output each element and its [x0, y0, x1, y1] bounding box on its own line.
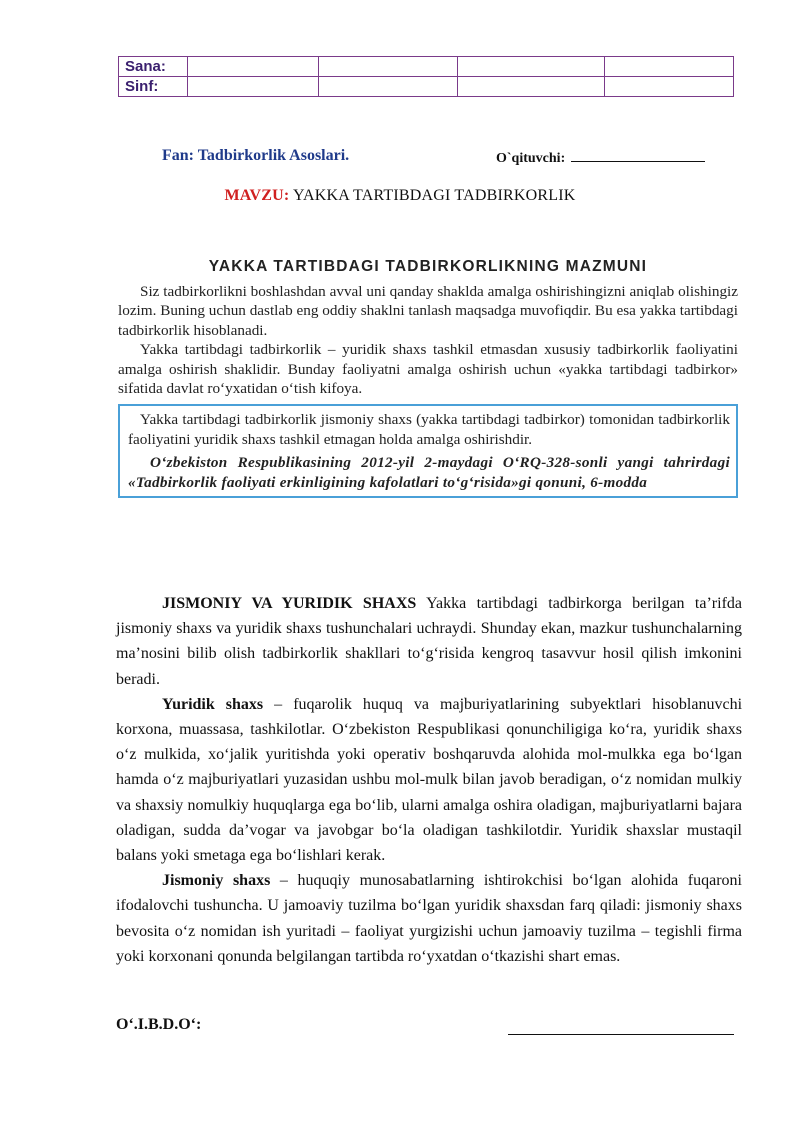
date-label: Sana:	[119, 57, 188, 77]
definition-box	[118, 404, 738, 498]
excerpt-paragraph: Yakka tartibdagi tadbirkorlik – yuridik shaxs tashkil etmasdan xususiy tadbirkorlik faoliyatini amalga oshirish shaklidir. Bunday faoliyatni amalga oshirish uchun «yakka tartibdagi tadbirkor» sifatida davlat ro‘yxatidan o‘tish kifoya.	[118, 341, 738, 398]
excerpt-paragraph: Siz tadbirkorlikni boshlashdan avval uni qanday shaklda amalga oshirishingizni aniqlab olishingiz lozim. Buning uchun dastlab eng oddiy shaklni tanlash maqsadga muvofiqdir. Bu esa yakka tartibdagi tadbirkorlik hisoblanadi.	[118, 283, 738, 339]
paragraph-text: Yakka tartibdagi tadbirkorga berilgan ta’rifda jismoniy shaxs va yuridik shaxs tushunchalari uchraydi. Shunday ekan, mazkur tushunchalarning ma’nosini bilib olish tadbirkorlik shakllari to‘g‘risida kengroq tasavvur hosil qilish imkonini beradi.	[116, 595, 742, 688]
table-row	[119, 77, 734, 97]
class-cell	[605, 77, 734, 97]
date-cell	[319, 57, 458, 77]
table-row	[119, 57, 734, 77]
signature-line	[508, 1034, 734, 1035]
paragraph	[116, 591, 742, 692]
date-cell	[458, 57, 605, 77]
main-text	[116, 591, 742, 969]
term-natural-person: Jismoniy shaxs	[162, 872, 271, 890]
teacher-field	[496, 149, 705, 167]
term-legal-entity: Yuridik shaxs	[162, 695, 264, 713]
subject-line	[162, 147, 722, 169]
paragraph	[116, 692, 742, 868]
date-class-table	[118, 56, 734, 97]
paragraph-text: – fuqarolik huquq va majburiyatlarining subyektlari hisoblanuvchi korxona, muassasa, tashkilotlar. O‘zbekiston Respublikasi qonunchiligiga ko‘ra, yuridik shaxs o‘z mulkida, xo‘jalik yuritishda yoki operativ boshqaruvda alohida mol-mulkka ega bo‘lgan hamda o‘z majburiyatlari yuzasidan ushbu mol-mulk bilan javob beradigan, o‘z nomidan mulkiy va shaxsiy nomulkiy huquqlarga ega bo‘lib, ularni amalga oshira oladigan, majburiyatlarni bajara oladigan, sudda da’vogar va javobgar bo‘la oladigan tashkilotdir. Yuridik shaxslar mustaqil balans yoki smetaga ega bo‘lishlari kerak.	[116, 695, 743, 865]
class-cell	[458, 77, 605, 97]
paragraph-heading: JISMONIY VA YURIDIK SHAXS	[162, 595, 417, 612]
class-cell	[319, 77, 458, 97]
class-cell	[188, 77, 319, 97]
topic-heading	[0, 187, 800, 205]
topic-label: MAVZU:	[224, 187, 290, 204]
paragraph-text: – huquqiy munosabatlarning ishtirokchisi bo‘lgan alohida fuqaroni ifodalovchi tushuncha. U jamoaviy tuzilma bo‘lgan yuridik shaxsdan farq qiladi: jismoniy shaxs bevosita o‘z nomidan ish yuritadi – faoliyat yurgizishi uchun jamoaviy tuzilma – tegishli firma yoki korxonani qonunda belgilangan tartibda ro‘yxatdan o‘tkazishi shart emas.	[116, 872, 742, 965]
textbook-excerpt	[118, 258, 738, 498]
class-label: Sinf:	[119, 77, 188, 97]
topic-text: YAKKA TARTIBDAGI TADBIRKORLIK	[292, 187, 576, 204]
teacher-blank-line	[571, 149, 705, 162]
definition-text: Yakka tartibdagi tadbirkorlik jismoniy shaxs (yakka tartibdagi tadbirkor) tomonidan tadbirkorlik faoliyatini yuridik shaxs tashkil etmagan holda amalga oshirishdir.	[128, 411, 730, 448]
paragraph	[116, 868, 742, 969]
teacher-label: O`qituvchi:	[496, 151, 566, 166]
law-citation: O‘zbekiston Respublikasining 2012-yil 2-maydagi O‘RQ-328-sonli yangi tahrirdagi «Tadbirkorlik faoliyati erkinligining kafolatlari to‘g‘risida»gi qonuni, 6-modda	[128, 454, 730, 491]
date-cell	[605, 57, 734, 77]
subject-title: Fan: Tadbirkorlik Asoslari.	[162, 147, 350, 164]
footer-label: O‘.I.B.D.O‘:	[116, 1016, 202, 1033]
excerpt-title: YAKKA TARTIBDAGI TADBIRKORLIKNING MAZMUNI	[208, 258, 648, 275]
footer-signature	[116, 1016, 742, 1040]
date-cell	[188, 57, 319, 77]
